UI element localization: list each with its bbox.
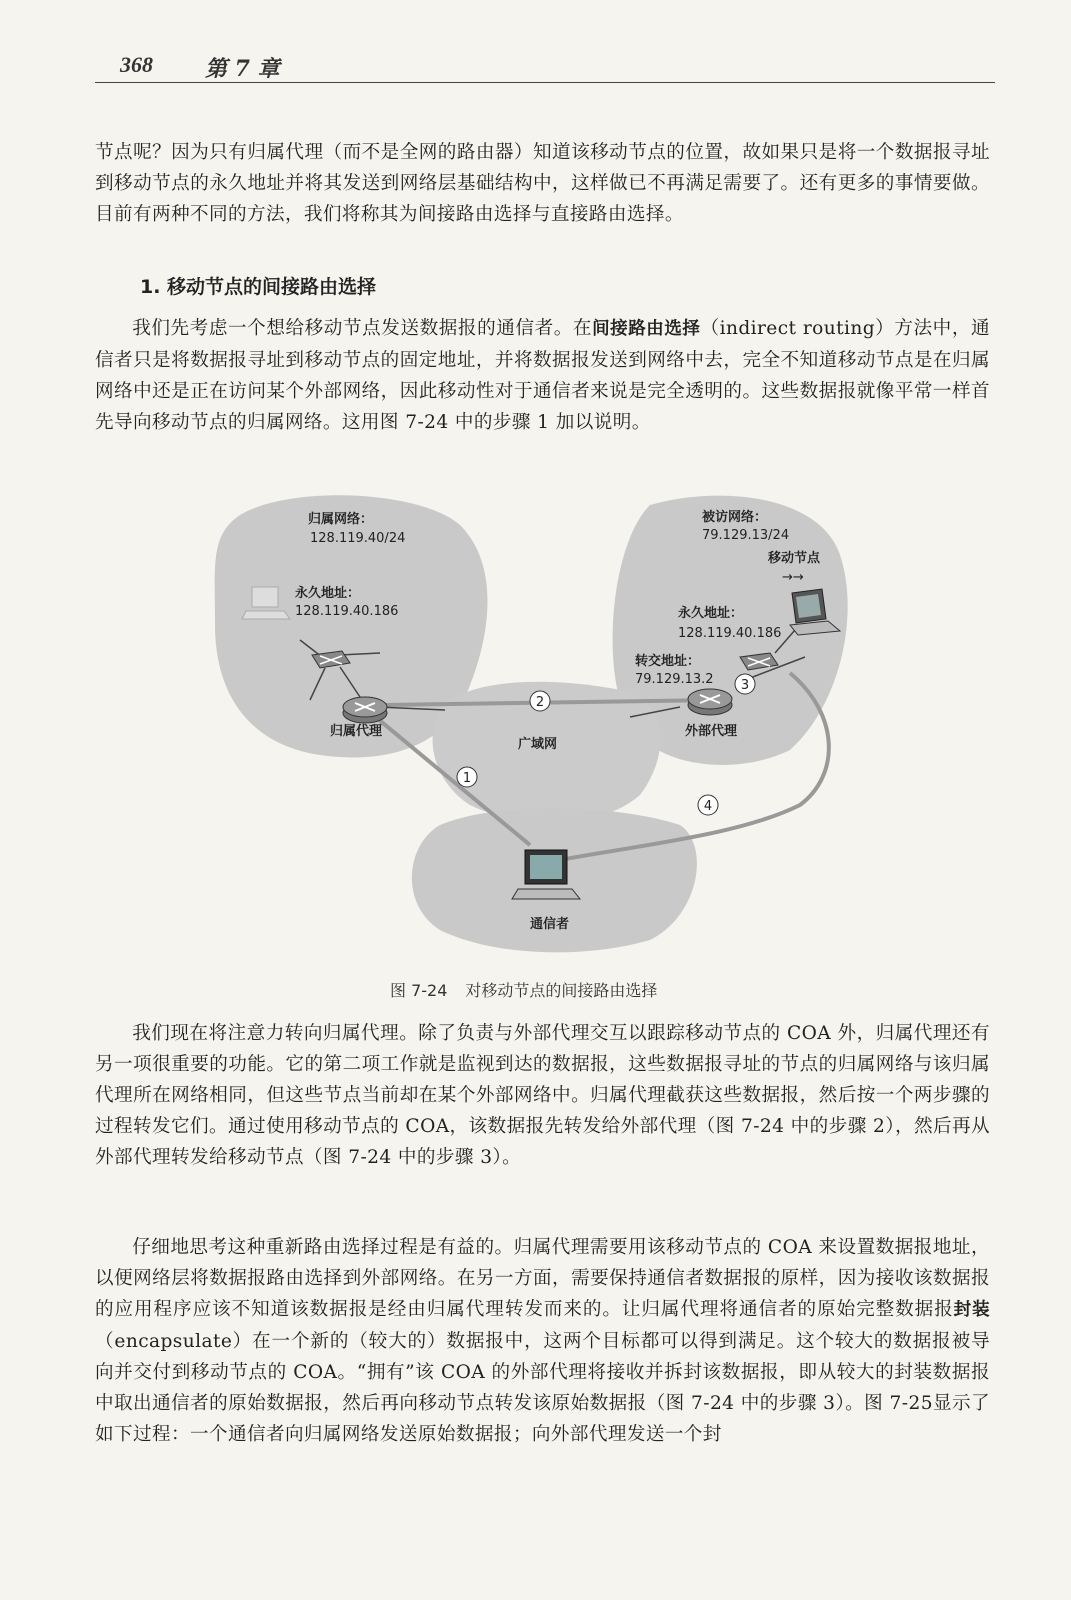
chapter-title: 第 7 章	[205, 56, 280, 82]
permanent-address-label-left: 永久地址：	[295, 586, 361, 601]
figure-caption-text: 对移动节点的间接路由选择	[465, 981, 658, 1000]
home-agent-router-icon	[343, 697, 387, 723]
step-3-marker	[735, 674, 755, 694]
paragraph-2: 我们现在将注意力转向归属代理。除了负责与外部代理交互以跟踪移动节点的 COA 外，归属代理还有另一项很重要的功能。它的第二项工作就是监视到达的数据报，这些数据报寻址的节点的归属网络与该归属代理所在网络相同，但这些节点当前却在某个外部网络中。归属代理截获这些数据报，然后按一个两步骤的过程转发它们。通过使用移动节点的 COA，该数据报先转发给外部代理（图 7-24 中的步骤 2），然后再从外部代理转发给移动节点（图 7-24 中的步骤 3）。	[95, 1023, 990, 1168]
paragraph-1: 我们先考虑一个想给移动节点发送数据报的通信者。在间接路由选择（indirect routing）方法中，通信者只是将数据报寻址到移动节点的固定地址，并将数据报发送到网络中去，完全不知道移动节点是在归属网络中还是正在访问某个外部网络，因此移动性对于通信者来说是完全透明的。这些数据报就像平常一样首先导向移动节点的归属网络。这用图 7-24 中的步骤 1 加以说明。	[95, 318, 990, 433]
svg-text:4: 4	[703, 799, 713, 814]
home-network-label: 归属网络：	[308, 512, 374, 527]
section-heading: 1. 移动节点的间接路由选择	[140, 276, 377, 298]
svg-text:→→: →→	[782, 570, 804, 585]
paragraph-3: 仔细地思考这种重新路由选择过程是有益的。归属代理需要用该移动节点的 COA 来设置数据报地址，以便网络层将数据报路由选择到外部网络。在另一方面，需要保持通信者数据报的原样，因为接收该数据报的应用程序应该不知道该数据报是经由归属代理转发而来的。让归属代理将通信者的原始完整数据报封装（encapsulate）在一个新的（较大的）数据报中，这两个目标都可以得到满足。这个较大的数据报被导向并交付到移动节点的 COA。“拥有”该 COA 的外部代理将接收并拆封该数据报，即从较大的封装数据报中取出通信者的原始数据报，然后再向移动节点转发该原始数据报（图 7-24 中的步骤 3）。图 7-25显示了如下过程：一个通信者向归属网络发送原始数据报；向外部代理发送一个封	[95, 1237, 990, 1445]
permanent-address-label-right: 永久地址：	[678, 606, 744, 621]
foreign-agent-label: 外部代理	[685, 724, 738, 739]
svg-text:3: 3	[740, 678, 750, 693]
page-header	[95, 48, 995, 83]
correspondent-label: 通信者	[530, 917, 570, 932]
mobile-node-label: 移动节点	[768, 551, 821, 566]
step-2-marker	[530, 691, 550, 711]
permanent-address-right: 128.119.40.186	[678, 626, 782, 641]
step-4-marker	[698, 795, 718, 815]
foreign-agent-router-icon	[688, 689, 732, 715]
figure-number: 图 7-24	[390, 981, 448, 1000]
coa-label: 转交地址：	[635, 654, 701, 669]
home-network-address: 128.119.40/24	[310, 531, 406, 546]
home-agent-label: 归属代理	[330, 724, 383, 739]
step-1-marker	[457, 767, 477, 787]
term-indirect-routing: 间接路由选择	[592, 319, 701, 339]
visited-network-label: 被访网络：	[702, 510, 768, 525]
permanent-address-left: 128.119.40.186	[295, 604, 399, 619]
coa-address: 79.129.13.2	[635, 672, 714, 687]
svg-text:1: 1	[462, 771, 472, 786]
visited-network-address: 79.129.13/24	[702, 528, 790, 543]
svg-text:2: 2	[535, 695, 545, 710]
intro-paragraph: 节点呢？因为只有归属代理（而不是全网的路由器）知道该移动节点的位置，故如果只是将一个数据报寻址到移动节点的永久地址并将其发送到网络层基础结构中，这样做已不再满足需要了。还有更多的事情要做。目前有两种不同的方法，我们将称其为间接路由选择与直接路由选择。	[95, 142, 990, 225]
wan-label: 广域网	[518, 737, 558, 752]
page-number: 368	[120, 52, 153, 77]
figure-indirect-routing	[200, 485, 920, 955]
term-encapsulate: 封装	[953, 1300, 990, 1320]
figure-caption	[390, 978, 675, 1001]
